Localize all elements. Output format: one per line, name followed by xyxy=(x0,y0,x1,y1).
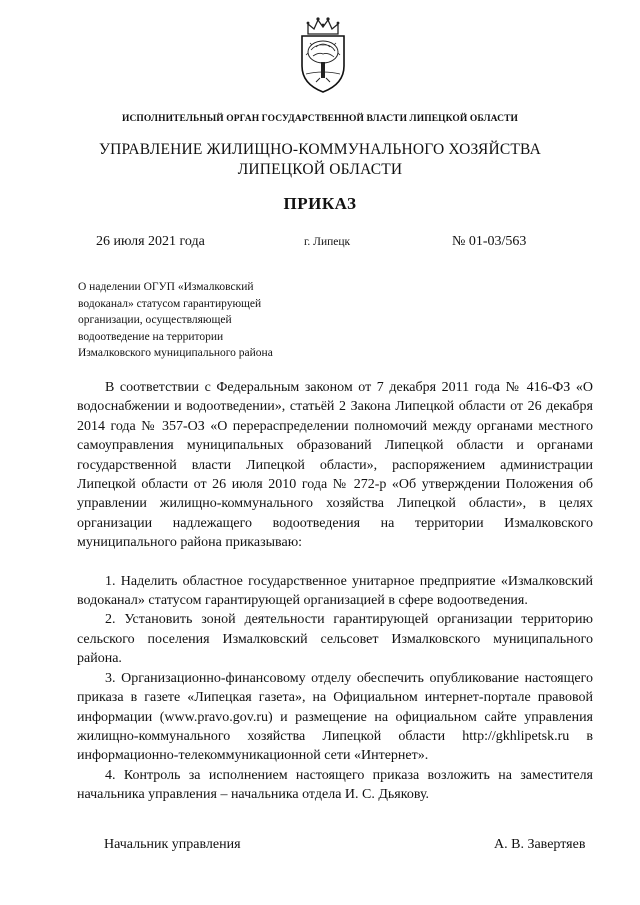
department-name-line2: ЛИПЕЦКОЙ ОБЛАСТИ xyxy=(237,161,403,178)
subject-line: водоотведение на территории xyxy=(78,330,224,343)
authority-name: ИСПОЛНИТЕЛЬНЫЙ ОРГАН ГОСУДАРСТВЕННОЙ ВЛАСТИ ЛИПЕЦКОЙ ОБЛАСТИ xyxy=(121,114,519,124)
order-item-4: 4. Контроль за исполнением настоящего приказа возложить на заместителя начальника управления – начальника отдела И. С. Дьякову. xyxy=(77,767,593,803)
order-item-2: 2. Установить зоной деятельности гарантирующей организации территорию сельского поселения Измалковский сельсовет Измалковского муниципального района. xyxy=(77,612,593,667)
document-body xyxy=(77,378,593,805)
subject-line: О наделении ОГУП «Измалковский xyxy=(78,281,254,293)
document-date: 26 июля 2021 года xyxy=(96,234,205,249)
department-name-line1: УПРАВЛЕНИЕ ЖИЛИЩНО-КОММУНАЛЬНОГО ХОЗЯЙСТВА xyxy=(98,141,541,158)
document-place: г. Липецк xyxy=(304,236,351,248)
subject-line: водоканал» статусом гарантирующей xyxy=(78,297,262,310)
document-title: ПРИКАЗ xyxy=(283,194,357,213)
document-subject xyxy=(78,279,308,362)
subject-line: организации, осуществляющей xyxy=(78,314,232,326)
coat-of-arms-icon xyxy=(294,14,352,94)
signatory-position: Начальник управления xyxy=(104,837,241,852)
department-name xyxy=(0,140,640,180)
preamble-paragraph: В соответствии с Федеральным законом от 7 декабря 2011 года № 416-ФЗ «О водоснабжении и водоотведении», статьёй 2 Закона Липецкой области от 26 декабря 2014 года № 357-ОЗ «О перераспределении полномочий между органами местного самоуправления муниципальных образований Липецкой области и органами государственной власти Липецкой области», распоряжением администрации Липецкой области от 26 июля 2010 года № 272-р «Об утверждении Положения об управлении жилищно-коммунального хозяйства Липецкой области», в целях организации надлежащего водоотведения на территории Измалковского муниципального района приказываю: xyxy=(77,380,593,551)
subject-line: Измалковского муниципального района xyxy=(78,347,273,359)
document-number: № 01-03/563 xyxy=(452,234,527,249)
order-item-1: 1. Наделить областное государственное унитарное предприятие «Измалковский водоканал» статусом гарантирующей организацией в сфере водоотведения. xyxy=(77,573,593,609)
order-item-3: 3. Организационно-финансовому отделу обеспечить опубликование настоящего приказа в газете «Липецкая газета», на Официальном интернет-портале правовой информации (www.pravo.gov.ru) и размещение на официальном сайте управления жилищно-коммунального хозяйства Липецкой области http://gkhlipetsk.ru в информационно-телекоммуникационной сети «Интернет». xyxy=(77,670,593,764)
signatory-name: А. В. Завертяев xyxy=(494,837,586,852)
